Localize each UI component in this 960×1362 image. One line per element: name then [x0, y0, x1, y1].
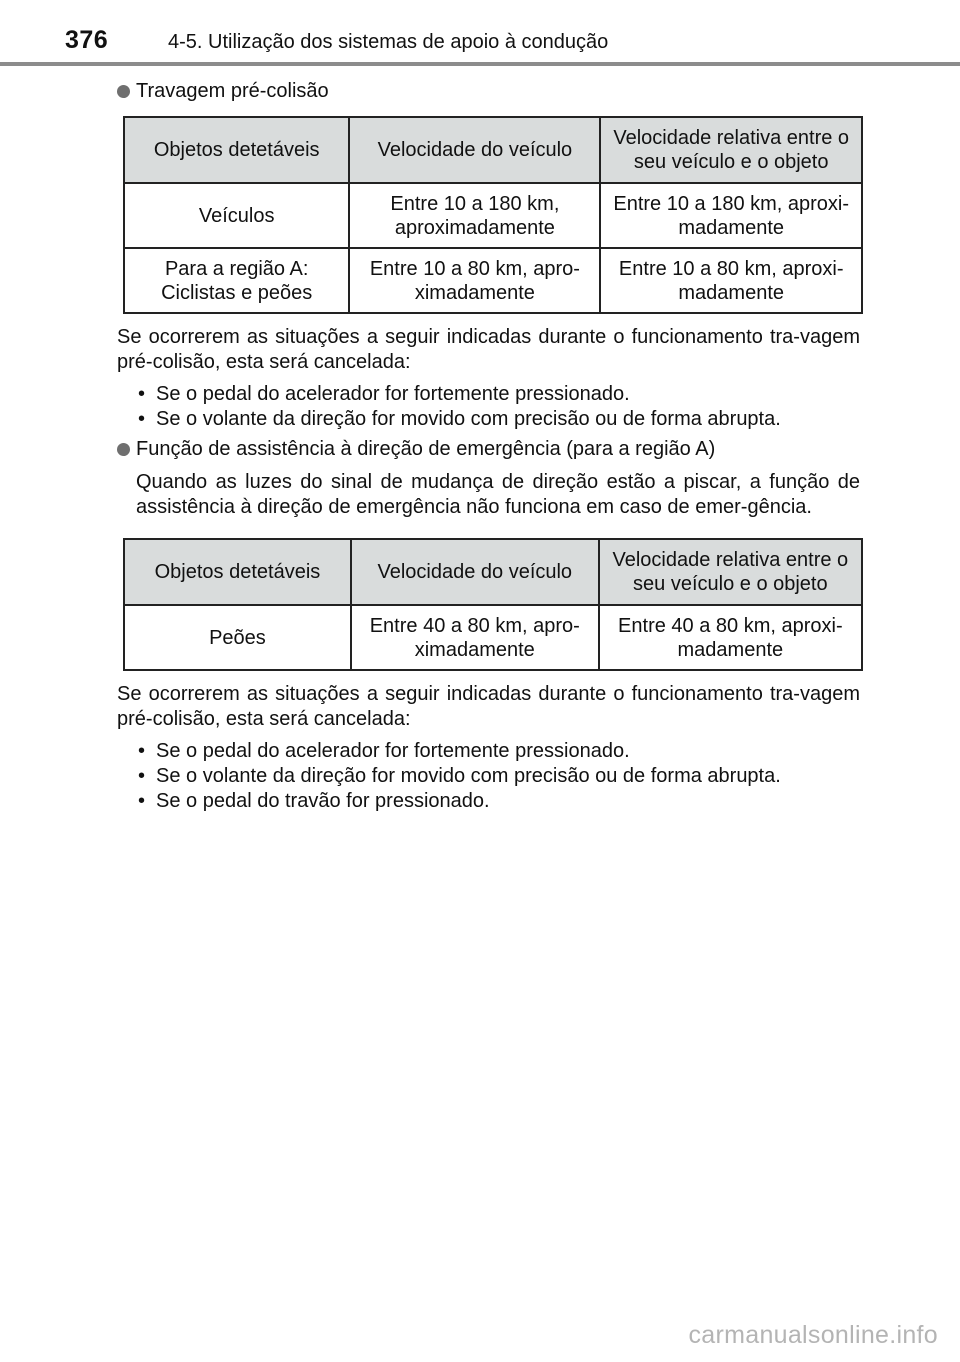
table-cell: Entre 40 a 80 km, aproxi-madamente — [599, 605, 862, 670]
table-header-cell: Velocidade relativa entre o seu veículo e o objeto — [600, 117, 862, 183]
cancel-conditions-list — [117, 382, 860, 432]
bullet-dot-icon — [117, 85, 130, 98]
cancel-conditions-text: Se ocorrerem as situações a seguir indicadas durante o funcionamento tra-vagem pré-colisão, esta será cancelada: — [117, 683, 860, 730]
table-header-cell: Objetos detetáveis — [124, 117, 349, 183]
section-heading-text: Função de assistência à direção de emergência (para a região A) — [136, 438, 716, 460]
header-divider — [0, 62, 960, 66]
list-item: • Se o volante da direção for movido com precisão ou de forma abrupta. — [136, 407, 860, 432]
list-item: • Se o pedal do travão for pressionado. — [136, 789, 860, 814]
table-cell: Para a região A: Ciclistas e peões — [124, 248, 349, 313]
cancel-conditions-list — [117, 739, 860, 814]
page-number: 376 — [65, 26, 109, 54]
table-row — [124, 248, 862, 313]
table-header-cell: Velocidade relativa entre o seu veículo e o objeto — [599, 539, 862, 605]
bullet-dot-icon — [117, 443, 130, 456]
section-heading-pre-collision-braking — [117, 78, 860, 104]
table-cell: Entre 10 a 80 km, apro-ximadamente — [349, 248, 600, 313]
cancel-conditions-text: Se ocorrerem as situações a seguir indicadas durante o funcionamento tra-vagem pré-colisão, esta será cancelada: — [117, 326, 860, 373]
emergency-steering-table — [123, 538, 863, 671]
table-cell: Entre 10 a 180 km, aproximadamente — [349, 183, 600, 248]
table-cell: Peões — [124, 605, 351, 670]
page-content — [117, 78, 860, 814]
list-item: • Se o volante da direção for movido com precisão ou de forma abrupta. — [136, 764, 860, 789]
table-cell: Veículos — [124, 183, 349, 248]
table-header-row — [124, 539, 862, 605]
table-cell: Entre 10 a 80 km, aproxi-madamente — [600, 248, 862, 313]
table-header-cell: Velocidade do veículo — [351, 539, 599, 605]
section-heading-emergency-steering-assist — [117, 436, 860, 462]
table-cell: Entre 10 a 180 km, aproxi-madamente — [600, 183, 862, 248]
table-header-cell: Objetos detetáveis — [124, 539, 351, 605]
table-header-cell: Velocidade do veículo — [349, 117, 600, 183]
list-item: • Se o pedal do acelerador for fortemente pressionado. — [136, 739, 860, 764]
table-row — [124, 183, 862, 248]
pre-collision-braking-table — [123, 116, 863, 314]
table-header-row — [124, 117, 862, 183]
table-cell: Entre 40 a 80 km, apro-ximadamente — [351, 605, 599, 670]
section-heading-text: Travagem pré-colisão — [136, 80, 329, 102]
watermark: carmanualsonline.info — [688, 1321, 938, 1349]
section-title: 4-5. Utilização dos sistemas de apoio à condução — [168, 31, 609, 53]
emergency-steering-description: Quando as luzes do sinal de mudança de direção estão a piscar, a função de assistência à direção de emergência não funciona em caso de emer-gência. — [136, 471, 860, 518]
table-row — [124, 605, 862, 670]
page-header — [0, 0, 960, 66]
list-item: • Se o pedal do acelerador for fortemente pressionado. — [136, 382, 860, 407]
